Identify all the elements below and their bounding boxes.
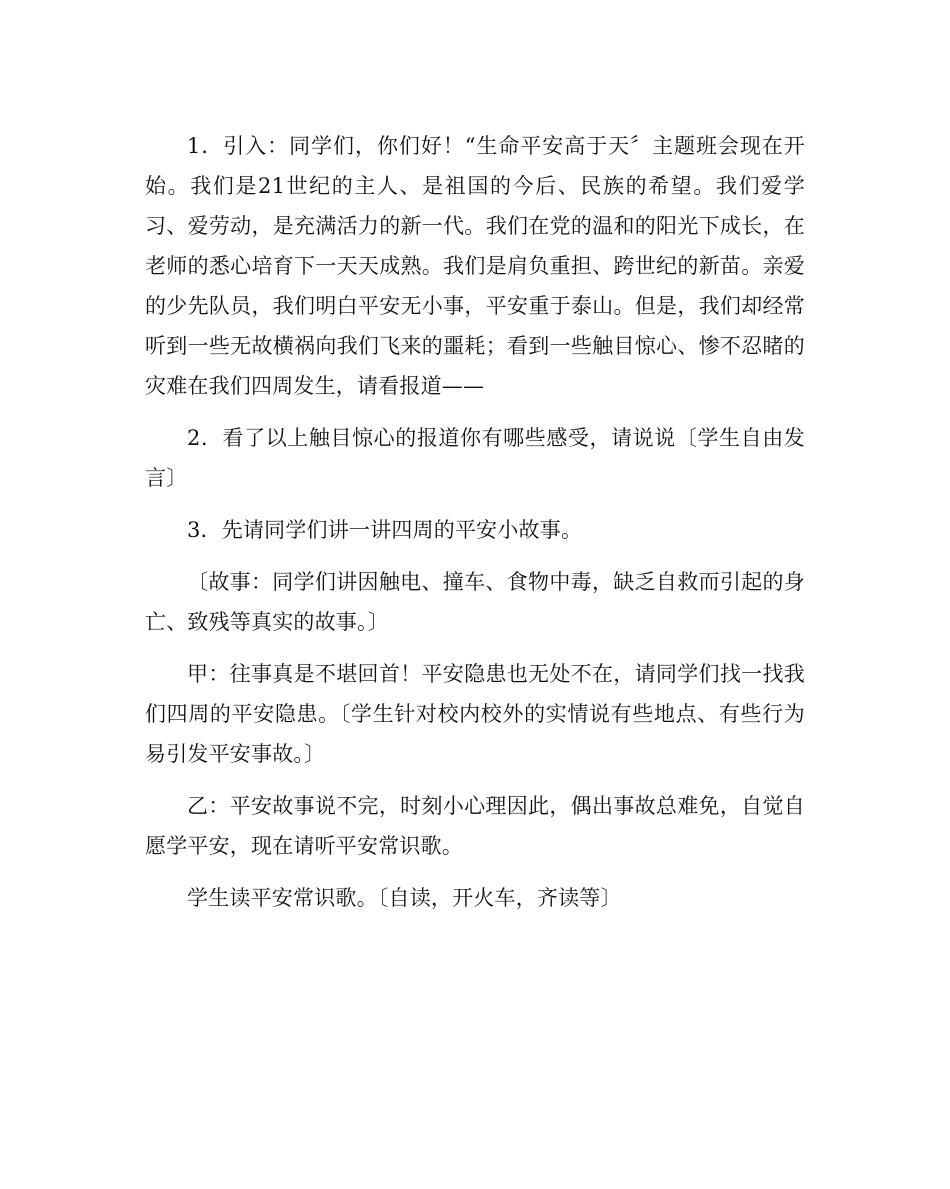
paragraph-stories: 3．先请同学们讲一讲四周的平安小故事。 xyxy=(187,518,583,542)
document-body xyxy=(145,126,805,930)
paragraph-speaker-jia: 甲：往事真是不堪回首！平安隐患也无处不在，请同学们找一找我们四周的平安隐患。〔学生针对校内校外的实情说有些地点、有些行为易引发平安事故。〕 xyxy=(145,662,805,766)
paragraph-feelings: 2．看了以上触目惊心的报道你有哪些感受，请说说〔学生自由发言〕 xyxy=(145,426,805,490)
paragraph-intro: 1．引入：同学们，你们好！“生命平安高于天〞主题班会现在开始。我们是21世纪的主人、是祖国的今后、民族的希望。我们爱学习、爱劳动，是充满活力的新一代。我们在党的温和的阳光下成长，在老师的悉心培育下一天天成熟。我们是肩负重担、跨世纪的新苗。亲爱的少先队员，我们明白平安无小事，平安重于泰山。但是，我们却经常听到一些无故横祸向我们飞来的噩耗；看到一些触目惊心、惨不忍睹的灾难在我们四周发生，请看报道—— xyxy=(145,134,805,398)
paragraph-story-note: 〔故事：同学们讲因触电、撞车、食物中毒，缺乏自救而引起的身亡、致残等真实的故事。〕 xyxy=(145,570,805,634)
paragraph-speaker-yi: 乙：平安故事说不完，时刻小心理因此，偶出事故总难免，自觉自愿学平安，现在请听平安常识歌。 xyxy=(145,794,805,858)
paragraph-reading: 学生读平安常识歌。〔自读，开火车，齐读等〕 xyxy=(187,886,622,910)
